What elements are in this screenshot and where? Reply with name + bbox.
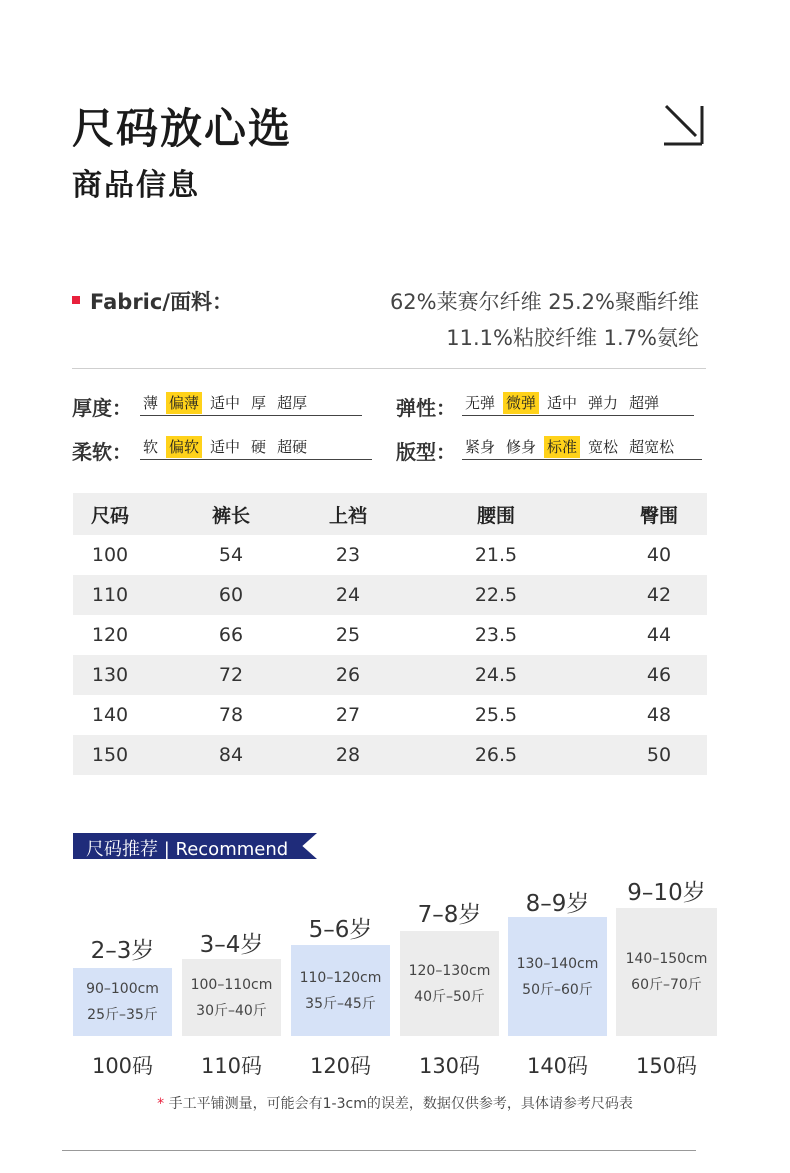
elasticity-options [462, 392, 694, 416]
softness-option: 软 [143, 438, 159, 456]
table-cell: 120 [91, 624, 129, 646]
softness-option: 适中 [210, 438, 241, 456]
divider [72, 368, 706, 369]
thickness-option-selected: 偏薄 [166, 392, 202, 414]
table-cell: 72 [218, 664, 244, 686]
fabric-composition-line1: 62%莱赛尔纤维 25.2%聚酯纤维 [389, 290, 699, 314]
table-cell: 100 [91, 544, 129, 566]
arrow-down-right-icon [660, 102, 706, 148]
softness-option: 超硬 [277, 438, 308, 456]
fit-option: 修身 [506, 438, 537, 456]
weight-range: 50斤–60斤 [522, 981, 593, 998]
height-range: 110–120cm [299, 969, 382, 986]
table-cell: 54 [218, 544, 244, 566]
thickness-options [140, 392, 362, 416]
measurement-note [0, 1093, 790, 1113]
height-range: 90–100cm [86, 981, 159, 997]
age-label: 7–8岁 [417, 902, 482, 928]
height-range: 140–150cm [625, 951, 708, 967]
table-row [73, 695, 707, 735]
elasticity-option: 弹力 [588, 394, 619, 412]
page-subtitle: 商品信息 [72, 168, 200, 203]
table-cell: 46 [646, 664, 672, 686]
fabric-composition-line2: 11.1%粘胶纤维 1.7%氨纶 [446, 326, 699, 350]
page-title: 尺码放心选 [72, 104, 293, 153]
fit-options [462, 436, 702, 460]
header-cell: 裤长 [211, 504, 250, 527]
thickness-label: 厚度： [72, 396, 132, 420]
table-cell: 60 [218, 584, 244, 606]
size-code: 130码 [418, 1054, 481, 1078]
age-label: 3–4岁 [199, 932, 264, 958]
table-cell: 25 [335, 624, 361, 646]
height-range: 130–140cm [516, 955, 599, 972]
elasticity-option: 超弹 [629, 394, 660, 412]
table-header [73, 493, 707, 535]
size-box [291, 945, 390, 1036]
fit-option: 超宽松 [629, 438, 675, 456]
table-cell: 140 [91, 704, 129, 726]
weight-range: 40斤–50斤 [414, 988, 485, 1005]
table-row [73, 575, 707, 615]
size-box [616, 908, 717, 1036]
table-cell: 24 [335, 584, 361, 606]
table-cell: 44 [646, 624, 672, 646]
header-cell: 腰围 [476, 504, 515, 527]
header-cell: 臀围 [639, 504, 678, 527]
weight-range: 25斤–35斤 [87, 1007, 158, 1023]
note-text: 手工平铺测量，可能会有1-3cm的误差，数据仅供参考，具体请参考尺码表 [168, 1096, 633, 1112]
age-label: 2–3岁 [90, 938, 155, 964]
recommend-banner-text: 尺码推荐 | Recommend [86, 839, 289, 860]
size-code: 140码 [526, 1054, 589, 1078]
weight-range: 60斤–70斤 [631, 977, 702, 993]
elasticity-option-selected: 微弹 [503, 392, 539, 414]
fit-label: 版型： [396, 440, 456, 464]
table-cell: 23.5 [474, 624, 518, 646]
table-cell: 26 [335, 664, 361, 686]
weight-range: 35斤–45斤 [305, 995, 376, 1012]
table-cell: 50 [646, 744, 672, 766]
thickness-option: 薄 [143, 394, 159, 412]
size-code: 100码 [91, 1054, 154, 1078]
elasticity-label: 弹性： [396, 396, 456, 420]
age-label: 5–6岁 [308, 917, 373, 943]
thickness-option: 超厚 [277, 394, 308, 412]
age-label: 9–10岁 [627, 880, 706, 906]
table-cell: 40 [646, 544, 672, 566]
fabric-bullet [72, 296, 80, 304]
table-cell: 48 [646, 704, 672, 726]
softness-option: 硬 [251, 438, 267, 456]
table-cell: 28 [335, 744, 361, 766]
size-code: 150码 [635, 1054, 698, 1078]
table-cell: 23 [335, 544, 361, 566]
table-cell: 130 [91, 664, 129, 686]
size-box [182, 959, 281, 1036]
size-code: 110码 [200, 1054, 263, 1078]
fit-option: 宽松 [588, 438, 619, 456]
table-cell: 26.5 [474, 744, 518, 766]
table-cell: 150 [91, 744, 129, 766]
table-cell: 22.5 [474, 584, 518, 606]
size-box [400, 931, 499, 1036]
softness-label: 柔软： [72, 440, 132, 464]
size-box [73, 968, 172, 1036]
height-range: 120–130cm [408, 962, 491, 979]
weight-range: 30斤–40斤 [196, 1002, 267, 1019]
table-cell: 110 [91, 584, 129, 606]
size-box [508, 917, 607, 1036]
size-table [73, 493, 707, 775]
fit-option-selected: 标准 [544, 436, 580, 458]
fit-option: 紧身 [465, 438, 496, 456]
height-range: 100–110cm [190, 976, 273, 993]
table-cell: 42 [646, 584, 672, 606]
table-row [73, 615, 707, 655]
table-row [73, 535, 707, 575]
header-cell: 上裆 [328, 504, 367, 527]
table-cell: 84 [218, 744, 244, 766]
table-cell: 25.5 [474, 704, 518, 726]
table-row [73, 655, 707, 695]
softness-option-selected: 偏软 [166, 436, 202, 458]
table-cell: 78 [218, 704, 244, 726]
elasticity-option: 无弹 [465, 394, 496, 412]
size-code: 120码 [309, 1054, 372, 1078]
table-cell: 21.5 [474, 544, 518, 566]
note-star: * [157, 1096, 165, 1112]
table-cell: 66 [218, 624, 244, 646]
header-cell: 尺码 [90, 504, 129, 527]
age-label: 8–9岁 [525, 891, 590, 917]
table-cell: 27 [335, 704, 361, 726]
table-cell: 24.5 [474, 664, 518, 686]
fabric-label: Fabric/面料： [90, 290, 233, 314]
softness-options [140, 436, 372, 460]
table-row [73, 735, 707, 775]
thickness-option: 厚 [251, 394, 267, 412]
bottom-divider [62, 1150, 696, 1151]
thickness-option: 适中 [210, 394, 241, 412]
elasticity-option: 适中 [547, 394, 578, 412]
